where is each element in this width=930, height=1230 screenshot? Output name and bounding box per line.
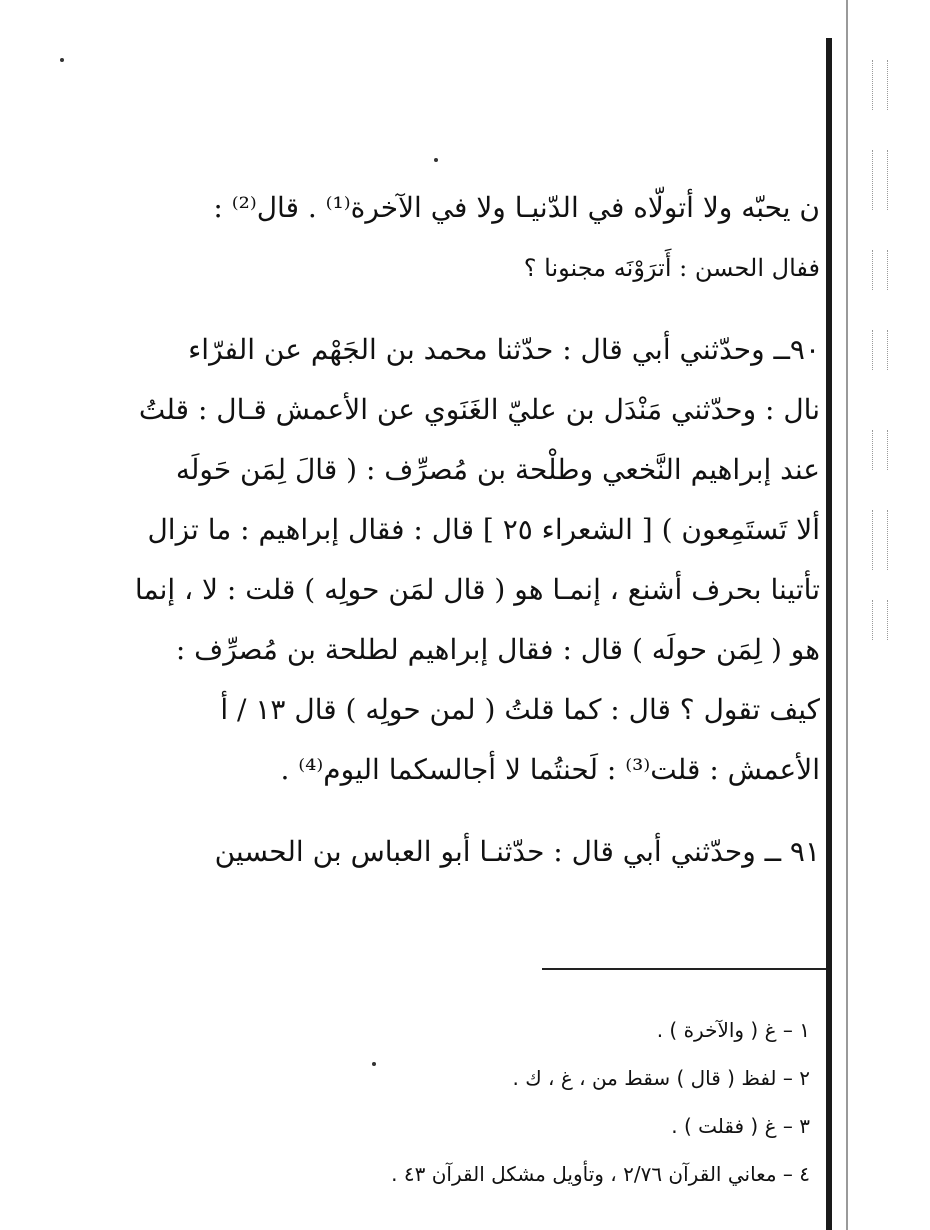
- text-line: ٩١ ــ وحدّثني أبي قال : حدّثنـا أبو العباس بن الحسين: [214, 835, 820, 868]
- footnote-divider: [542, 968, 826, 970]
- text-line: تأتينا بحرف أشنع ، إنمـا هو ( قال لمَن حولِه ) قلت : لا ، إنما: [134, 573, 820, 606]
- scan-margin-marks: [868, 0, 892, 1230]
- footnote: ١ – غ ( والآخرة ) .: [656, 1018, 810, 1042]
- scan-speck: [60, 58, 64, 62]
- text-line: نال : وحدّثني مَنْدَل بن عليّ الغَنَوي عن الأعمش قـال : قلتُ: [138, 393, 820, 426]
- footnote: ٤ – معاني القرآن ٢/٧٦ ، وتأويل مشكل القرآن ٤٣ .: [391, 1162, 810, 1186]
- text-line: هو ( لِمَن حولَه ) قال : فقال إبراهيم لطلحة بن مُصرِّف :: [175, 633, 820, 666]
- text-line: الأعمش : قلت⁽³⁾ : لَحنتُما لا أجالسكما اليوم⁽⁴⁾ .: [280, 753, 820, 786]
- scan-mark: [872, 600, 888, 640]
- text-line: كيف تقول ؟ قال : كما قلتُ ( لمن حولِه ) قال ١٣ / أ: [220, 693, 820, 726]
- text-line: ألا تَستَمِعون ) [ الشعراء ٢٥ ] قال : فقال إبراهيم : ما تزال: [147, 513, 820, 546]
- main-text: [134, 178, 820, 882]
- page-edge-line: [846, 0, 848, 1230]
- text-line: ن يحبّه ولا أتولّاه في الدّنيـا ولا في الآخرة⁽¹⁾ . قال⁽²⁾ :: [213, 191, 820, 224]
- scan-mark: [872, 150, 888, 210]
- scan-mark: [872, 430, 888, 470]
- text-line: عند إبراهيم النَّخعي وطلْحة بن مُصرِّف : ( قالَ لِمَن حَولَه: [175, 453, 820, 486]
- binding-edge-rule: [826, 38, 832, 1230]
- footnote: ٣ – غ ( فقلت ) .: [671, 1114, 810, 1138]
- scan-mark: [872, 250, 888, 290]
- footnote: ٢ – لفظ ( قال ) سقط من ، غ ، ك .: [512, 1066, 810, 1090]
- scan-mark: [872, 510, 888, 570]
- scan-mark: [872, 60, 888, 110]
- text-line: ٩٠ــ وحدّثني أبي قال : حدّثنا محمد بن الجَهْم عن الفرّاء: [188, 333, 820, 366]
- footnotes: [300, 1006, 810, 1198]
- scan-mark: [872, 330, 888, 370]
- scan-speck: [434, 158, 438, 162]
- text-line: ففال الحسن : أَترَوْنَه مجنونا ؟: [523, 254, 820, 282]
